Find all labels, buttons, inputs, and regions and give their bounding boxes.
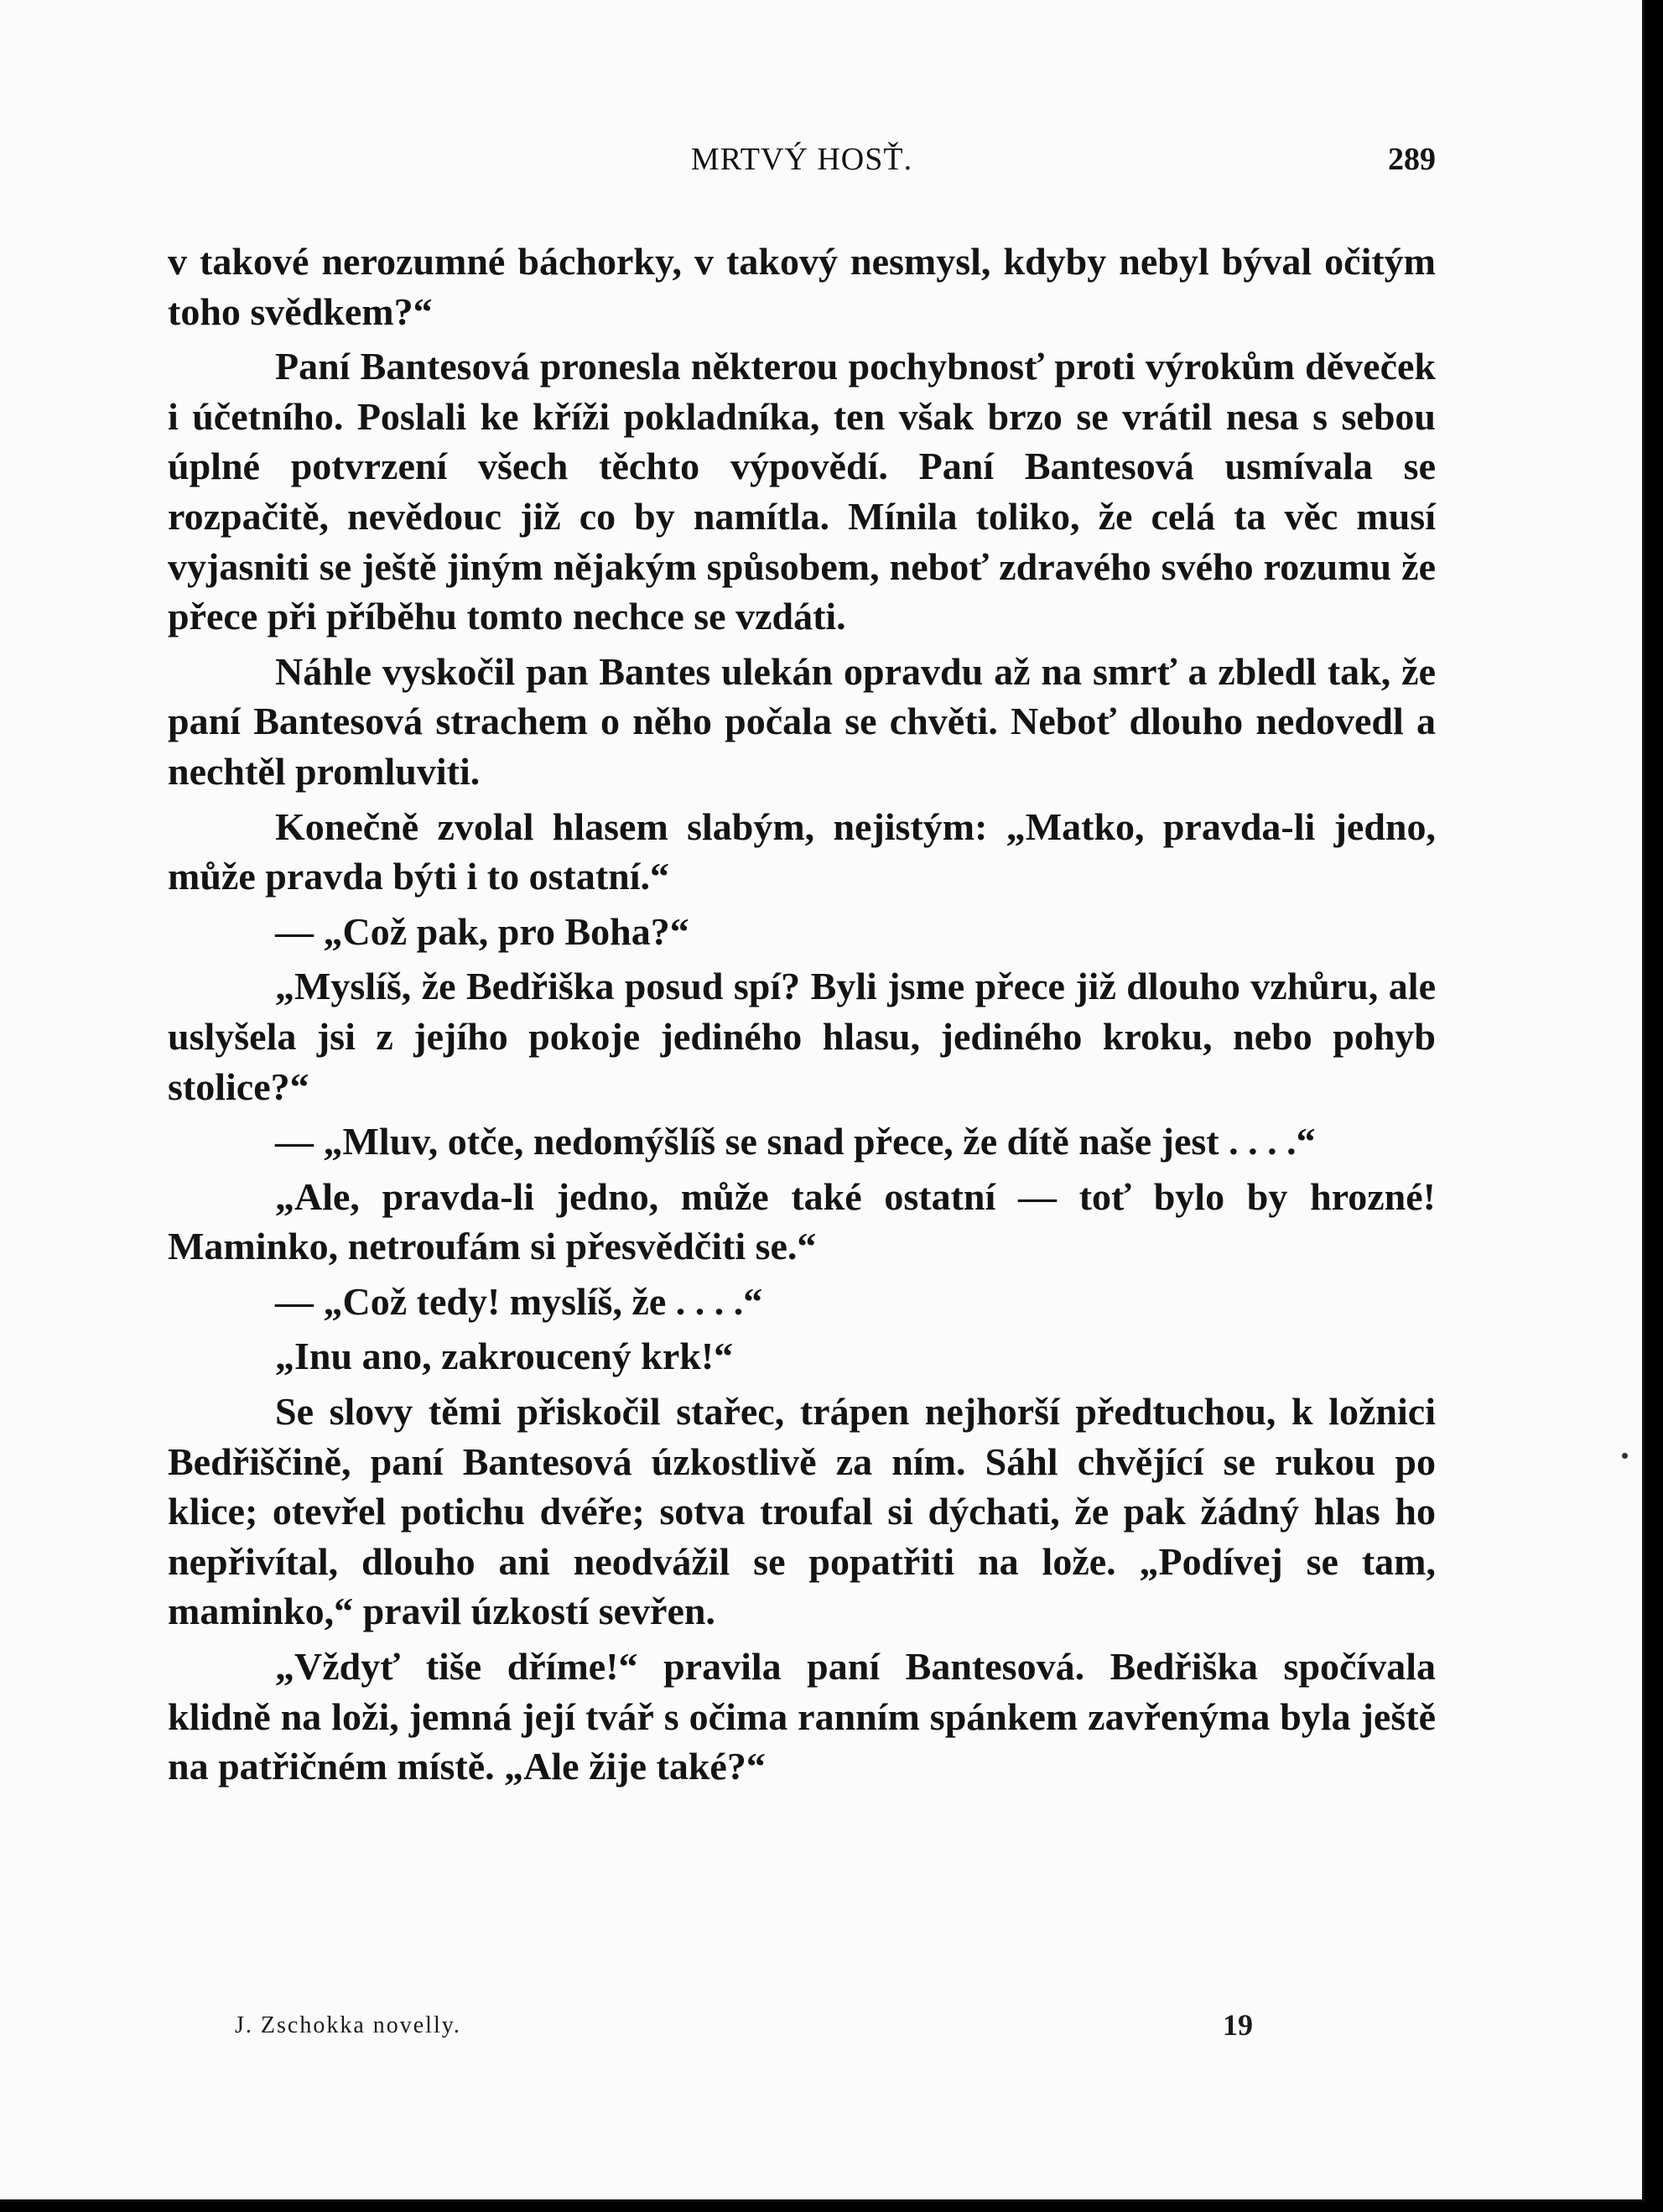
chapter-title: MRTVÝ HOSŤ.: [690, 142, 913, 177]
printer-signature: J. Zschokka novelly.: [235, 2012, 461, 2038]
paragraph: Náhle vyskočil pan Bantes ulekán opravdu až na smrť a zbledl tak, že paní Bantesová strachem o něho počala se chvěti. Neboť dlouho nedovedl a nechtěl promluviti.: [168, 649, 1436, 793]
paragraph: Paní Bantesová pronesla některou pochybnosť proti výrokům děveček i účetního. Poslali ke kříži pokladníka, ten však brzo se vrátil nesa s sebou úplné potvrzení všech těchto výpovědí. Paní Bantesová usmívala se rozpačitě, nevědouc již co by namítla. Mínila toliko, že celá ta věc musí vyjasniti se ještě jiným nějakým spůsobem, neboť zdravého svého rozumu že přece při příběhu tomto nechce se vzdáti.: [168, 345, 1436, 638]
paragraph: — „Mluv, otče, nedomýšlíš se snad přece, že dítě naše jest . . . .“: [275, 1120, 1316, 1163]
paragraph: — „Což pak, pro Boha?“: [275, 909, 689, 953]
paragraph: „Inu ano, zakroucený krk!“: [275, 1335, 734, 1378]
paragraph: — „Což tedy! myslíš, že . . . .“: [275, 1279, 763, 1323]
paragraph: „Vždyť tiše dříme!“ pravila paní Bantesová. Bedřiška spočívala klidně na loži, jemná její tvář s očima ranním spánkem zavřenýma byla ještě na patřičném místě. „Ale žije také?“: [168, 1645, 1436, 1788]
page-footer: [235, 2007, 1283, 2044]
paragraph: Konečně zvolal hlasem slabým, nejistým: „Matko, pravda-li jedno, může pravda býti i to ostatní.“: [168, 804, 1436, 898]
body-text: [168, 237, 1436, 1797]
paragraph: Se slovy těmi přiskočil stařec, trápen nejhorší předtuchou, k ložnici Bedřiščině, paní Bantesová úzkostlivě za ním. Sáhl chvějící se rukou po klice; otevřel potichu dvéře; sotva troufal si dýchati, že pak žádný hlas ho nepřivítal, dlouho ani neodvážil se popatřiti na lože. „Podívej se tam, maminko,“ pravil úzkostí sevřen.: [168, 1390, 1436, 1633]
running-head: [168, 141, 1436, 188]
sheet-number: 19: [1223, 2008, 1253, 2042]
paragraph: v takové nerozumné báchorky, v takový nesmysl, kdyby nebyl býval očitým toho svědkem?“: [168, 240, 1436, 333]
page-number: 289: [1388, 142, 1436, 177]
scan-speck: [1622, 1453, 1628, 1459]
paragraph: „Myslíš, že Bedřiška posud spí? Byli jsme přece již dlouho vzhůru, ale uslyšela jsi z jejího pokoje jediného hlasu, jediného kroku, nebo pohyb stolice?“: [168, 965, 1436, 1108]
paragraph: „Ale, pravda-li jedno, může také ostatní — toť bylo by hrozné! Maminko, netroufám si přesvědčiti se.“: [168, 1174, 1436, 1268]
